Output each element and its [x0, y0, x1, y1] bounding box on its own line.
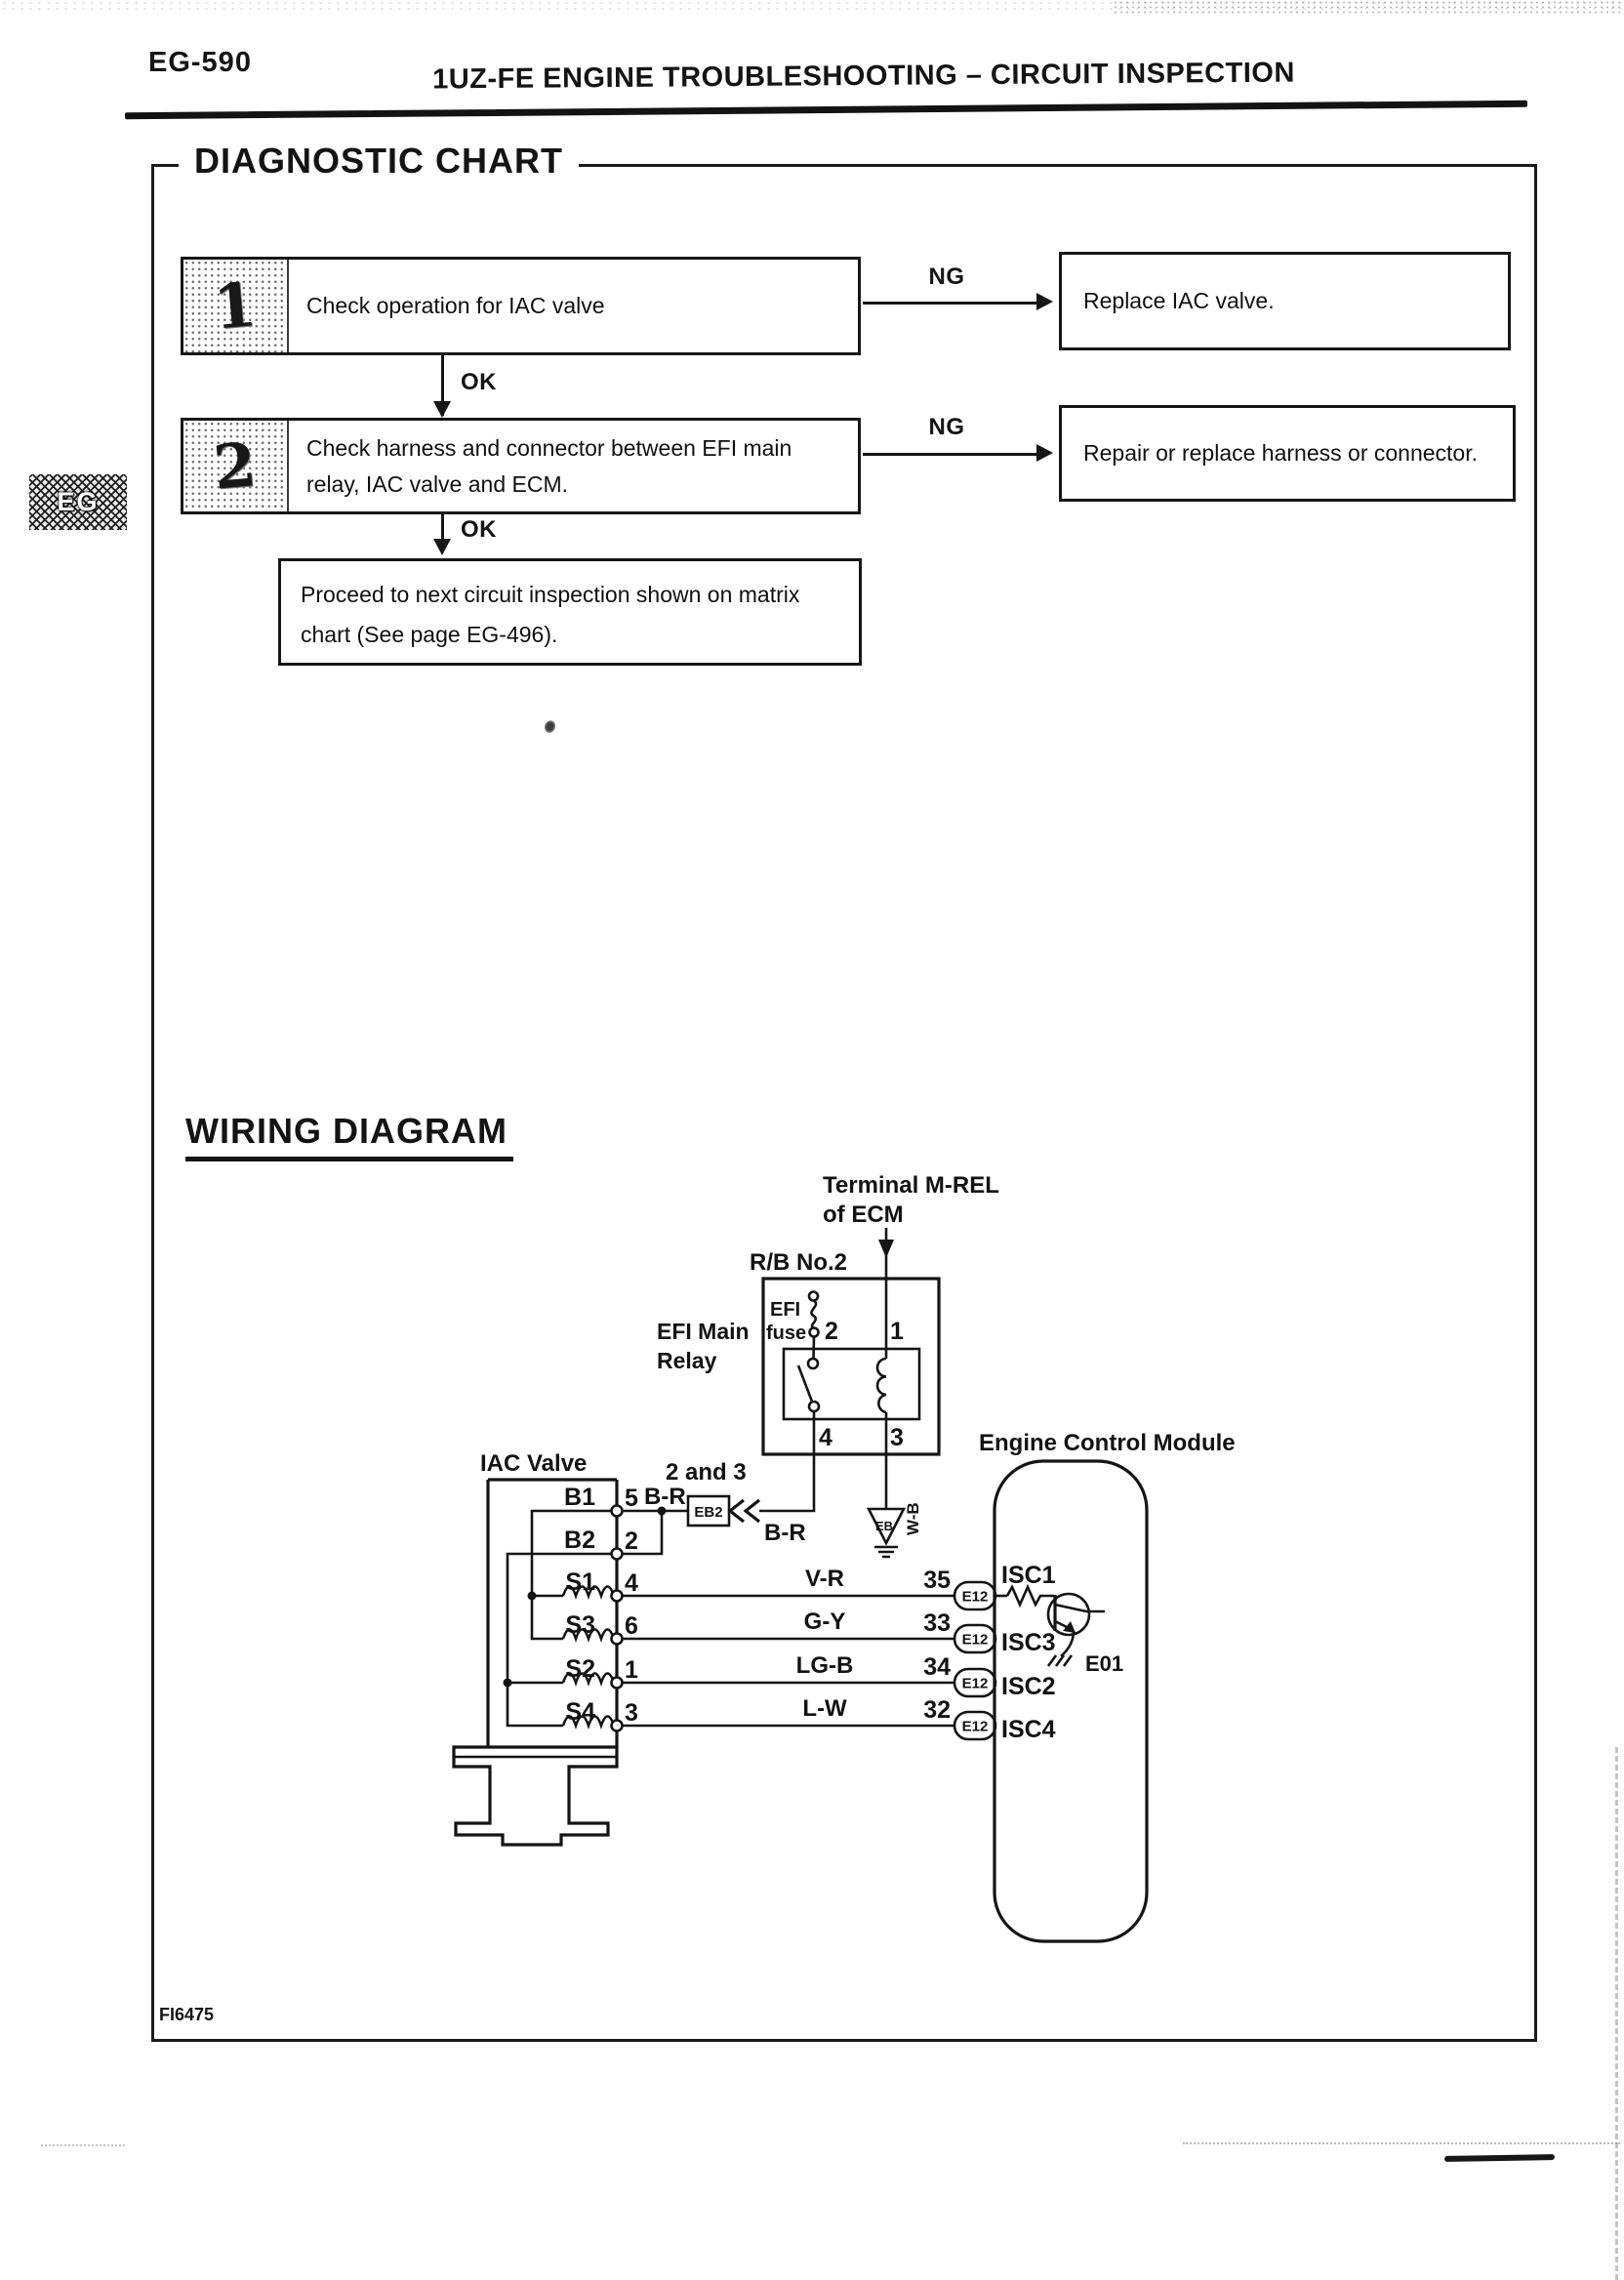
ng2-arrowhead	[1036, 444, 1053, 462]
section-tab	[29, 474, 127, 530]
wire-color-gy: G-Y	[803, 1608, 846, 1635]
relay-coil-symbol	[877, 1359, 886, 1412]
pin-num-s2: 1	[625, 1656, 638, 1684]
rb-no2-label: R/B No.2	[750, 1249, 848, 1276]
e12-label-3: E12	[961, 1675, 989, 1692]
scan-noise-top-right	[1113, 0, 1624, 16]
efi-fuse-label-1: EFI	[770, 1299, 801, 1321]
terminal-s4	[612, 1721, 623, 1731]
step1-number-strip	[183, 260, 289, 352]
e12-label-4: E12	[961, 1718, 989, 1735]
ecm-pin-32: 32	[923, 1696, 951, 1724]
ok2-label: OK	[461, 516, 497, 543]
step2-text: Check harness and connector between EFI main relay, IAC valve and ECM.	[306, 434, 792, 497]
ecm-outline	[995, 1461, 1147, 1941]
step1-action-box	[1059, 252, 1511, 350]
terminal-s2	[612, 1678, 623, 1689]
ng1-line	[863, 302, 1038, 305]
isc4-label: ISC4	[1001, 1716, 1056, 1743]
br-feed	[623, 1496, 759, 1554]
ecm-pin-35: 35	[923, 1567, 951, 1594]
efi-main-relay-label-2: Relay	[657, 1348, 717, 1373]
e12-label-1: E12	[961, 1588, 989, 1606]
iac-valve-base	[454, 1747, 617, 1845]
ng1-arrowhead	[1036, 293, 1053, 310]
step2-action-text: Repair or replace harness or connector.	[1083, 440, 1478, 467]
terminal-b1	[612, 1506, 623, 1517]
step1-box	[181, 257, 861, 355]
scan-dotted-line-left	[41, 2144, 125, 2146]
iac-valve	[454, 1480, 623, 1845]
pin-name-s3: S3	[565, 1611, 595, 1639]
pin-name-s1: S1	[565, 1568, 595, 1596]
step1-text: Check operation for IAC valve	[306, 293, 605, 319]
isc2-label: ISC2	[1001, 1673, 1056, 1700]
br-upper-label: B-R	[644, 1484, 686, 1510]
ecm-pin-33: 33	[923, 1609, 951, 1637]
ecm-label: Engine Control Module	[979, 1430, 1236, 1456]
relay-pin-3: 3	[890, 1424, 904, 1451]
ecm-pin-34: 34	[923, 1653, 951, 1681]
wire-color-lgb: LG-B	[795, 1652, 854, 1679]
step1-number: 1	[211, 268, 260, 344]
step1-action-text: Replace IAC valve.	[1083, 288, 1275, 314]
efi-fuse-label-2: fuse	[766, 1323, 807, 1344]
step2-number: 2	[211, 428, 260, 504]
pin-name-b2: B2	[564, 1527, 595, 1554]
ng2-line	[863, 453, 1038, 456]
pin-name-s4: S4	[565, 1698, 595, 1726]
terminal-mrel-label-1: Terminal M-REL	[823, 1172, 999, 1199]
ng2-label: NG	[928, 414, 965, 440]
ground-symbol	[874, 1547, 898, 1557]
wiring-diagram-heading: WIRING DIAGRAM	[185, 1111, 513, 1161]
e01-ground-symbol	[1048, 1655, 1072, 1666]
header-rule	[125, 101, 1527, 120]
eb-ground-label: EB	[875, 1519, 894, 1533]
wiring-diagram	[0, 1161, 1624, 2138]
scan-dotted-line	[1183, 2142, 1620, 2144]
pin-num-b2: 2	[625, 1527, 638, 1555]
relay-pin-1: 1	[890, 1318, 904, 1345]
switch-blade	[798, 1365, 812, 1402]
isc1-label: ISC1	[1001, 1562, 1056, 1589]
e01-label: E01	[1085, 1651, 1124, 1676]
wb-wire-label: W-B	[904, 1502, 922, 1535]
fuse-bottom-contact	[810, 1328, 819, 1337]
scan-page-edge	[1615, 1747, 1618, 2280]
ok1-arrowhead	[433, 401, 451, 418]
fuse-symbol	[811, 1301, 816, 1328]
step2-action-box	[1059, 405, 1516, 502]
switch-top-contact	[808, 1359, 818, 1368]
page-code: EG-590	[148, 47, 252, 78]
relay-pin-4: 4	[819, 1424, 832, 1451]
pin-name-b1: B1	[564, 1484, 595, 1511]
pin-num-s1: 4	[625, 1569, 638, 1597]
iac-valve-label: IAC Valve	[480, 1450, 588, 1477]
fuse-top-contact	[809, 1292, 818, 1301]
step2-number-strip	[183, 421, 289, 511]
terminal-b2	[612, 1549, 623, 1560]
br-lower-label: B-R	[764, 1520, 806, 1546]
wire-color-lw: L-W	[802, 1695, 847, 1722]
section-tab-label: EG	[57, 487, 100, 516]
terminal-s3	[612, 1634, 623, 1645]
transistor-collector	[1055, 1605, 1105, 1611]
ok1-label: OK	[461, 369, 497, 395]
switch-bottom-contact	[809, 1402, 819, 1411]
ecm-block	[995, 1461, 1147, 1941]
eb2-connector-label: EB2	[694, 1504, 723, 1521]
connector-chevrons-icon	[730, 1500, 759, 1522]
ng1-label: NG	[928, 264, 965, 290]
resistor-symbol	[1007, 1587, 1054, 1605]
wire-color-vr: V-R	[804, 1566, 845, 1592]
pin-name-s2: S2	[565, 1655, 595, 1683]
efi-main-relay-label-1: EFI Main	[657, 1319, 750, 1344]
figure-code: FI6475	[159, 2005, 215, 2024]
down-arrowhead-icon	[878, 1240, 894, 1258]
terminal-mrel-label-2: of ECM	[823, 1201, 904, 1228]
junction-dot	[504, 1679, 512, 1688]
scan-artifact-line	[1444, 2154, 1555, 2162]
page-title: 1UZ-FE ENGINE TROUBLESHOOTING – CIRCUIT INSPECTION	[431, 57, 1295, 96]
two-and-three-label: 2 and 3	[666, 1459, 747, 1486]
e12-label-2: E12	[961, 1631, 989, 1649]
fuse-to-switch-wire	[814, 1337, 815, 1360]
terminal-s1	[612, 1591, 623, 1602]
final-action-text: Proceed to next circuit inspection shown on matrix chart (See page EG-496).	[301, 582, 800, 647]
step2-box	[181, 418, 861, 514]
ok2-arrowhead	[433, 539, 451, 555]
relay-pin4-wire	[759, 1411, 814, 1511]
pin-num-s4: 3	[625, 1699, 638, 1727]
junction-dot	[528, 1592, 537, 1601]
relay-pin-2: 2	[825, 1318, 838, 1345]
diagnostic-chart-heading: DIAGNOSTIC CHART	[179, 141, 579, 182]
final-action-box	[278, 558, 862, 666]
pin-num-s3: 6	[625, 1612, 638, 1640]
pin-num-b1: 5	[625, 1485, 638, 1512]
isc3-label: ISC3	[1001, 1629, 1056, 1656]
